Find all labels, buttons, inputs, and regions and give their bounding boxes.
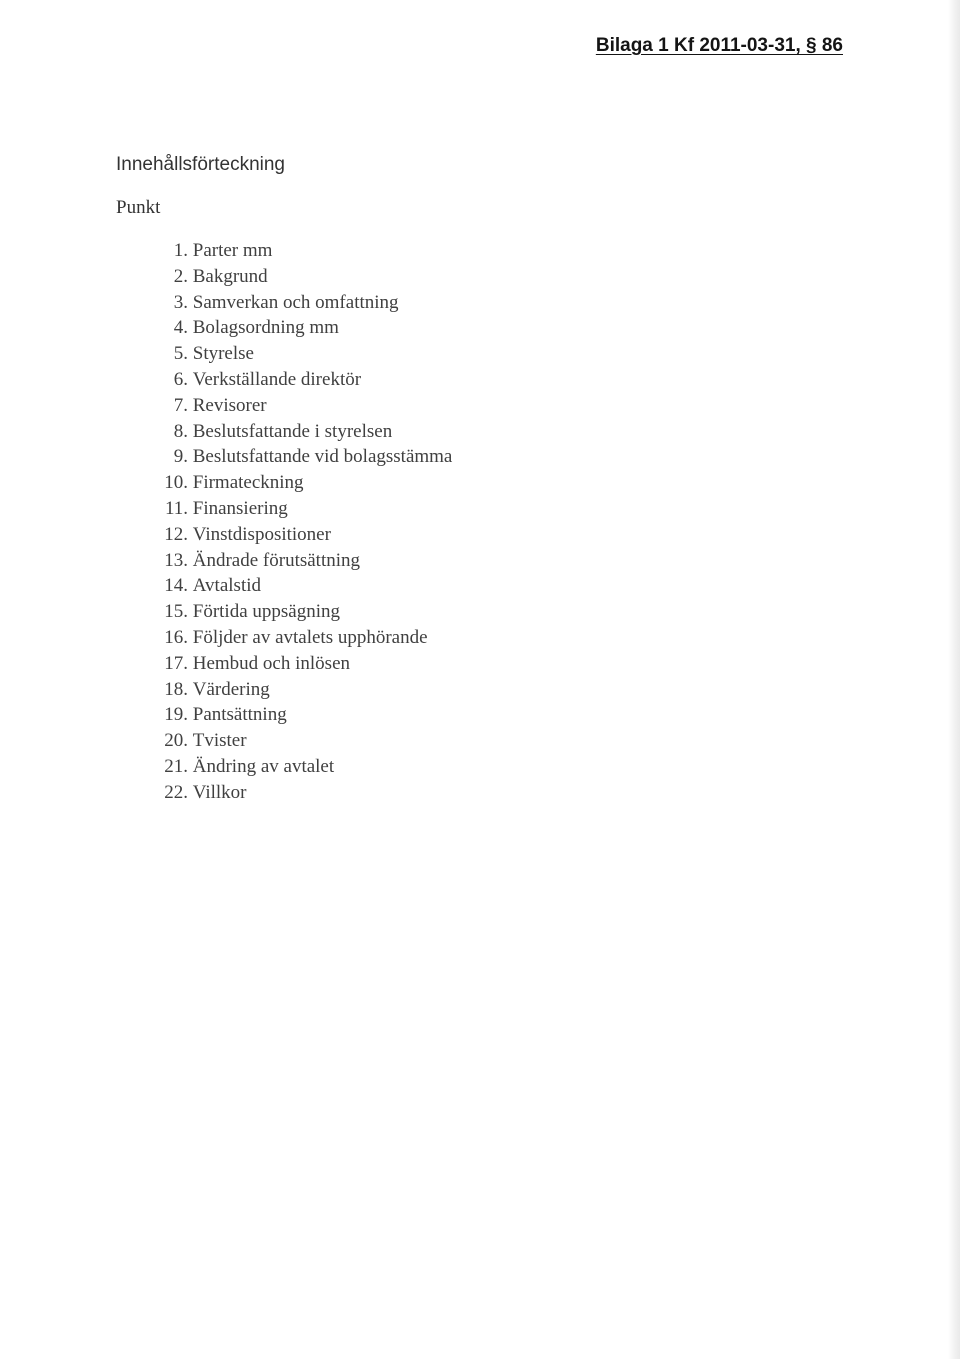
toc-item-number: 5. (173, 343, 188, 365)
toc-item-label: Samverkan och omfattning (192, 291, 399, 313)
toc-item-label: Förtida uppsägning (192, 601, 340, 623)
toc-item (150, 599, 452, 625)
toc-item-number: 1. (173, 240, 188, 261)
toc-item (150, 393, 452, 419)
toc-item-number: 9. (173, 446, 188, 468)
toc-item-label: Beslutsfattande vid bolagsstämma (192, 446, 453, 468)
table-of-contents (150, 238, 452, 806)
toc-item (150, 651, 452, 677)
toc-item (150, 341, 452, 367)
toc-item-number: 3. (173, 291, 188, 313)
toc-item (150, 573, 452, 599)
toc-item (150, 548, 452, 574)
toc-item (150, 290, 452, 316)
toc-item-number: 7. (173, 394, 188, 416)
toc-item-number: 17. (164, 652, 188, 674)
toc-item (150, 367, 452, 393)
list-heading: Punkt (116, 197, 161, 218)
toc-item-label: Beslutsfattande i styrelsen (192, 420, 393, 442)
toc-item-number: 21. (164, 755, 188, 777)
toc-item (150, 780, 452, 806)
toc-item (150, 419, 452, 445)
toc-item (150, 754, 452, 780)
toc-item-label: Finansiering (192, 497, 288, 519)
toc-item-label: Revisorer (192, 394, 267, 416)
toc-item-number: 16. (164, 626, 188, 648)
toc-item-label: Parter mm (192, 240, 273, 261)
toc-item-number: 6. (173, 368, 188, 390)
toc-item-number: 15. (164, 601, 188, 623)
toc-item-number: 8. (173, 420, 188, 442)
toc-item (150, 677, 452, 703)
toc-item-label: Tvister (192, 730, 247, 752)
toc-item-label: Bolagsordning mm (192, 317, 339, 339)
toc-item (150, 496, 452, 522)
toc-item (150, 702, 452, 728)
toc-item (150, 625, 452, 651)
toc-item-label: Villkor (192, 781, 247, 803)
toc-item (150, 470, 452, 496)
toc-item-number: 10. (164, 472, 188, 494)
toc-item (150, 522, 452, 548)
toc-item-number: 4. (173, 317, 188, 339)
toc-item-number: 19. (164, 704, 188, 726)
toc-item-label: Avtalstid (192, 575, 262, 597)
toc-item-label: Styrelse (192, 343, 254, 365)
toc-item-number: 12. (164, 523, 188, 545)
toc-item (150, 728, 452, 754)
toc-item-label: Följder av avtalets upphörande (192, 626, 428, 648)
toc-item-number: 11. (164, 497, 188, 519)
toc-item-label: Bakgrund (192, 265, 268, 287)
toc-item-label: Värdering (192, 678, 270, 700)
toc-item-number: 2. (173, 265, 188, 287)
toc-item-number: 20. (164, 730, 188, 752)
toc-item-number: 22. (164, 781, 188, 803)
toc-item (150, 315, 452, 341)
toc-item-label: Pantsättning (192, 704, 287, 726)
toc-item (150, 238, 452, 264)
scan-edge-shadow (948, 0, 960, 1359)
toc-item-label: Vinstdispositioner (192, 523, 331, 545)
toc-item-number: 18. (164, 678, 188, 700)
toc-item-label: Firmateckning (192, 472, 304, 494)
toc-item-label: Ändrade förutsättning (192, 549, 361, 571)
toc-item (150, 444, 452, 470)
toc-item-label: Hembud och inlösen (192, 652, 351, 674)
toc-item (150, 264, 452, 290)
toc-item-number: 13. (164, 549, 188, 571)
page-title: Innehållsförteckning (116, 154, 285, 175)
toc-item-label: Verkställande direktör (192, 368, 362, 390)
toc-item-number: 14. (164, 575, 188, 597)
attachment-reference: Bilaga 1 Kf 2011-03-31, § 86 (595, 35, 843, 56)
toc-item-label: Ändring av avtalet (192, 755, 335, 777)
